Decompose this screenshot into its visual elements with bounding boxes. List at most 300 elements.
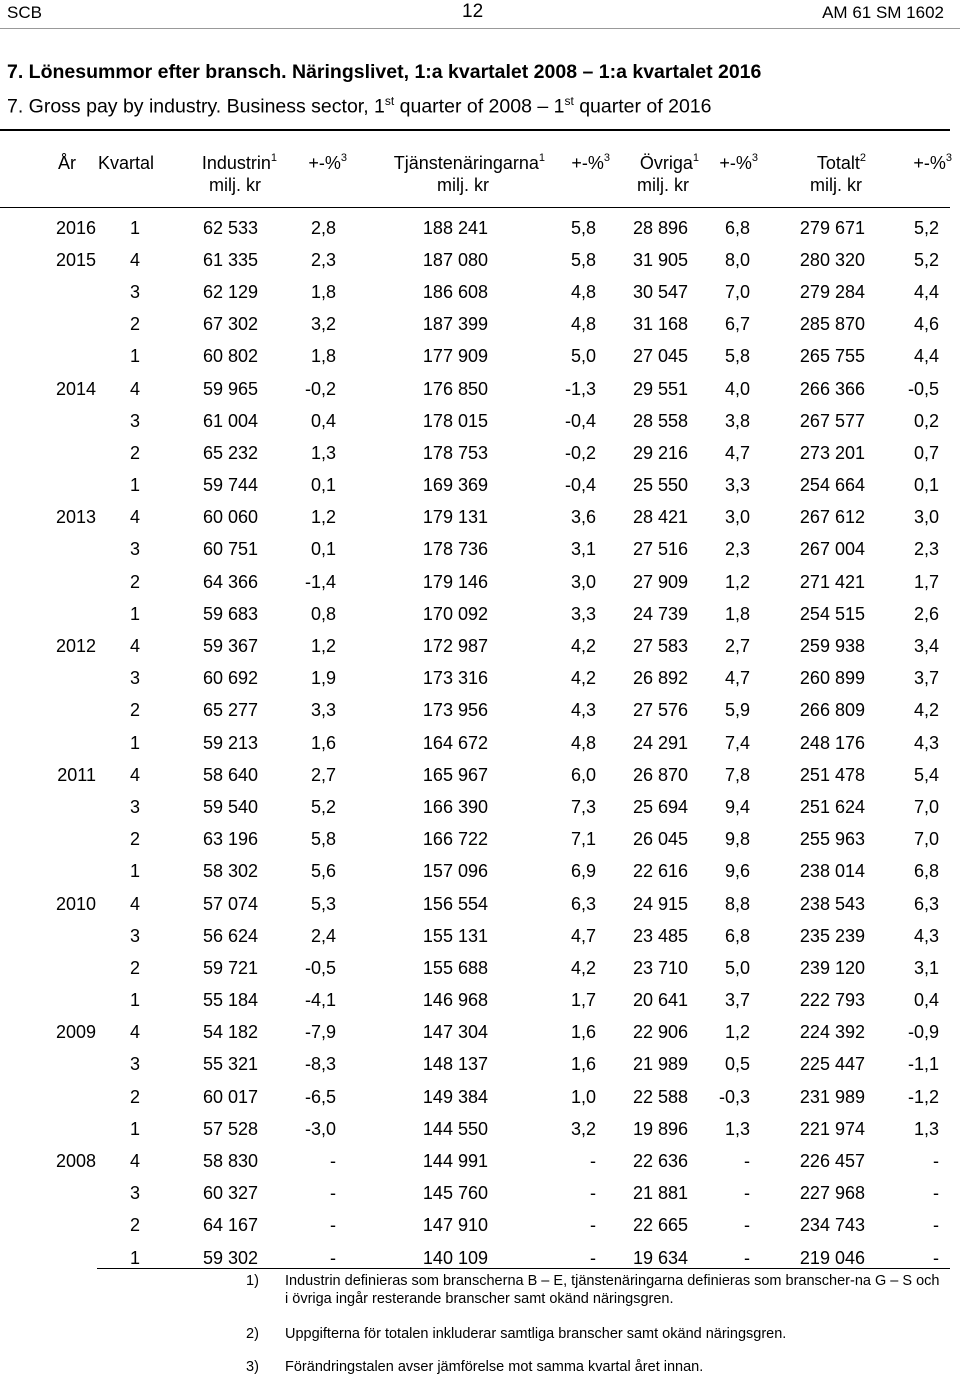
table-row bbox=[0, 244, 939, 276]
cell-other-pct: - bbox=[744, 1183, 750, 1204]
cell-year: 2015 bbox=[55, 249, 96, 270]
table-row bbox=[0, 1178, 939, 1210]
cell-year bbox=[0, 727, 96, 759]
title-rule bbox=[0, 129, 950, 131]
cell-quarter: 4 bbox=[129, 893, 140, 914]
cell-year bbox=[0, 566, 96, 598]
cell-other: 22 906 bbox=[632, 1022, 688, 1043]
cell-total: 285 870 bbox=[799, 314, 865, 335]
cell-total: 267 004 bbox=[799, 539, 865, 560]
footnote-number: 3) bbox=[246, 1359, 259, 1375]
cell-total-pct: -0,5 bbox=[907, 378, 939, 399]
cell-industry-pct: 1,3 bbox=[310, 442, 336, 463]
table-row bbox=[0, 1210, 939, 1242]
cell-other-pct: 5,8 bbox=[724, 346, 750, 367]
table-row bbox=[0, 856, 939, 888]
cell-quarter: 4 bbox=[129, 636, 140, 657]
footnote-number: 2) bbox=[246, 1326, 259, 1342]
cell-quarter: 2 bbox=[129, 314, 140, 335]
cell-services: 178 015 bbox=[422, 410, 488, 431]
cell-other-pct: 8,8 bbox=[724, 893, 750, 914]
cell-other: 27 909 bbox=[632, 571, 688, 592]
cell-quarter: 1 bbox=[129, 217, 140, 238]
cell-quarter: 4 bbox=[129, 378, 140, 399]
col-header-total: Totalt$^2$ milj. kr bbox=[810, 152, 866, 195]
cell-other-pct: 5,0 bbox=[724, 957, 750, 978]
col-header-services: Tjänstenäringarna$^1$ milj. kr bbox=[393, 152, 545, 195]
cell-other: 20 641 bbox=[632, 990, 688, 1011]
cell-services-pct: 7,1 bbox=[570, 829, 596, 850]
cell-year bbox=[0, 791, 96, 823]
cell-total-pct: 4,3 bbox=[913, 732, 939, 753]
cell-total: 265 755 bbox=[799, 346, 865, 367]
cell-other-pct: 4,0 bbox=[724, 378, 750, 399]
table-row bbox=[0, 695, 939, 727]
cell-services-pct: 6,9 bbox=[570, 861, 596, 882]
cell-quarter: 2 bbox=[129, 571, 140, 592]
cell-other: 24 915 bbox=[632, 893, 688, 914]
col-header-year: År bbox=[58, 153, 76, 173]
cell-other-pct: 6,8 bbox=[724, 217, 750, 238]
cell-services-pct: 5,8 bbox=[570, 249, 596, 270]
cell-total-pct: 3,7 bbox=[913, 668, 939, 689]
cell-total: 235 239 bbox=[799, 925, 865, 946]
cell-total-pct: -0,9 bbox=[907, 1022, 939, 1043]
cell-total: 251 478 bbox=[799, 764, 865, 785]
table-row bbox=[0, 212, 939, 244]
cell-services: 165 967 bbox=[422, 764, 488, 785]
cell-industry: 60 327 bbox=[202, 1183, 258, 1204]
cell-services: 179 131 bbox=[422, 507, 488, 528]
cell-services: 144 991 bbox=[422, 1151, 488, 1172]
cell-services-pct: 1,7 bbox=[570, 990, 596, 1011]
cell-other: 24 739 bbox=[632, 603, 688, 624]
table-body bbox=[0, 212, 939, 1274]
cell-total-pct: 5,2 bbox=[913, 249, 939, 270]
cell-total-pct: 6,3 bbox=[913, 893, 939, 914]
table-row bbox=[0, 824, 939, 856]
cell-other-pct: 4,7 bbox=[724, 442, 750, 463]
cell-other: 23 485 bbox=[632, 925, 688, 946]
cell-other: 29 216 bbox=[632, 442, 688, 463]
cell-year bbox=[0, 534, 96, 566]
cell-other: 27 045 bbox=[632, 346, 688, 367]
cell-other: 24 291 bbox=[632, 732, 688, 753]
cell-total: 224 392 bbox=[799, 1022, 865, 1043]
cell-industry-pct: 1,2 bbox=[310, 507, 336, 528]
cell-total: 259 938 bbox=[799, 636, 865, 657]
cell-quarter: 3 bbox=[129, 925, 140, 946]
cell-services-pct: 3,3 bbox=[570, 603, 596, 624]
cell-services: 155 688 bbox=[422, 957, 488, 978]
cell-services: 147 910 bbox=[422, 1215, 488, 1236]
gross-pay-table bbox=[0, 212, 939, 1274]
cell-industry-pct: 0,1 bbox=[310, 539, 336, 560]
cell-year bbox=[0, 920, 96, 952]
cell-other-pct: 7,8 bbox=[724, 764, 750, 785]
cell-services-pct: 5,8 bbox=[570, 217, 596, 238]
cell-total-pct: 3,1 bbox=[913, 957, 939, 978]
page-number: 12 bbox=[462, 1, 484, 22]
cell-total-pct: 4,3 bbox=[913, 925, 939, 946]
cell-industry: 59 302 bbox=[202, 1247, 258, 1268]
cell-services-pct: 7,3 bbox=[570, 796, 596, 817]
cell-year bbox=[0, 695, 96, 727]
cell-industry: 59 367 bbox=[202, 636, 258, 657]
cell-total-pct: 6,8 bbox=[913, 861, 939, 882]
col-header-services-pct: +-%$^3$ bbox=[571, 152, 610, 173]
cell-total: 248 176 bbox=[799, 732, 865, 753]
cell-year bbox=[0, 309, 96, 341]
cell-industry-pct: 1,9 bbox=[310, 668, 336, 689]
cell-total: 238 014 bbox=[799, 861, 865, 882]
cell-services-pct: 4,8 bbox=[570, 732, 596, 753]
cell-quarter: 3 bbox=[129, 1054, 140, 1075]
cell-total-pct: - bbox=[933, 1215, 939, 1236]
cell-industry-pct: 2,3 bbox=[310, 249, 336, 270]
cell-industry: 63 196 bbox=[202, 829, 258, 850]
cell-services: 155 131 bbox=[422, 925, 488, 946]
cell-industry-pct: 5,2 bbox=[310, 796, 336, 817]
cell-services-pct: -1,3 bbox=[564, 378, 596, 399]
cell-other-pct: 1,2 bbox=[724, 571, 750, 592]
cell-industry-pct: -4,1 bbox=[304, 990, 336, 1011]
cell-total: 260 899 bbox=[799, 668, 865, 689]
cell-total: 266 809 bbox=[799, 700, 865, 721]
cell-total: 221 974 bbox=[799, 1118, 865, 1139]
cell-quarter: 2 bbox=[129, 957, 140, 978]
cell-total-pct: 7,0 bbox=[913, 796, 939, 817]
footnote-text: Förändringstalen avser jämförelse mot samma kvartal året innan. bbox=[285, 1359, 704, 1375]
footnote-number: 1) bbox=[246, 1273, 259, 1289]
cell-total: 234 743 bbox=[799, 1215, 865, 1236]
cell-industry: 58 640 bbox=[202, 764, 258, 785]
cell-total-pct: 0,2 bbox=[913, 410, 939, 431]
cell-industry-pct: 0,4 bbox=[310, 410, 336, 431]
cell-total: 251 624 bbox=[799, 796, 865, 817]
cell-industry-pct: - bbox=[330, 1151, 336, 1172]
cell-other: 28 558 bbox=[632, 410, 688, 431]
table-row bbox=[0, 952, 939, 984]
cell-other-pct: 7,0 bbox=[724, 281, 750, 302]
cell-quarter: 1 bbox=[129, 732, 140, 753]
cell-services: 144 550 bbox=[422, 1118, 488, 1139]
cell-industry-pct: - bbox=[330, 1183, 336, 1204]
cell-total: 267 577 bbox=[799, 410, 865, 431]
cell-year bbox=[0, 824, 96, 856]
cell-total-pct: -1,2 bbox=[907, 1086, 939, 1107]
cell-total-pct: -1,1 bbox=[907, 1054, 939, 1075]
table-row bbox=[0, 502, 939, 534]
cell-services: 173 956 bbox=[422, 700, 488, 721]
table-title-swedish: 7. Lönesummor efter bransch. Näringslivet, 1:a kvartalet 2008 – 1:a kvartalet 2016 bbox=[7, 61, 762, 83]
cell-total: 239 120 bbox=[799, 957, 865, 978]
header-rule bbox=[0, 207, 950, 208]
cell-quarter: 2 bbox=[129, 829, 140, 850]
cell-total: 227 968 bbox=[799, 1183, 865, 1204]
cell-total-pct: - bbox=[933, 1183, 939, 1204]
cell-industry-pct: 2,4 bbox=[310, 925, 336, 946]
cell-industry-pct: -6,5 bbox=[304, 1086, 336, 1107]
col-header-industry-pct: +-%$^3$ bbox=[308, 152, 347, 173]
cell-year: 2012 bbox=[55, 636, 96, 657]
table-row bbox=[0, 309, 939, 341]
cell-total-pct: 0,1 bbox=[913, 475, 939, 496]
footnote-2 bbox=[0, 1325, 960, 1345]
footnote-1 bbox=[0, 1272, 960, 1312]
cell-quarter: 4 bbox=[129, 1151, 140, 1172]
cell-services-pct: 1,0 bbox=[570, 1086, 596, 1107]
cell-other: 29 551 bbox=[632, 378, 688, 399]
cell-industry: 60 802 bbox=[202, 346, 258, 367]
cell-year: 2014 bbox=[55, 378, 96, 399]
cell-services-pct: 4,8 bbox=[570, 281, 596, 302]
col-header-total-pct: +-%$^3$ bbox=[913, 152, 952, 173]
table-row bbox=[0, 598, 939, 630]
cell-other: 25 694 bbox=[632, 796, 688, 817]
table-row bbox=[0, 1242, 939, 1274]
cell-services: 173 316 bbox=[422, 668, 488, 689]
cell-services-pct: 4,3 bbox=[570, 700, 596, 721]
cell-total: 273 201 bbox=[799, 442, 865, 463]
cell-quarter: 4 bbox=[129, 249, 140, 270]
cell-services: 187 080 bbox=[422, 249, 488, 270]
cell-services-pct: 4,8 bbox=[570, 314, 596, 335]
cell-year bbox=[0, 341, 96, 373]
cell-quarter: 1 bbox=[129, 1118, 140, 1139]
cell-other: 19 634 bbox=[632, 1247, 688, 1268]
cell-quarter: 3 bbox=[129, 1183, 140, 1204]
cell-services: 148 137 bbox=[422, 1054, 488, 1075]
cell-services: 170 092 bbox=[422, 603, 488, 624]
table-row bbox=[0, 1145, 939, 1177]
cell-total-pct: 5,4 bbox=[913, 764, 939, 785]
cell-other-pct: 5,9 bbox=[724, 700, 750, 721]
cell-total: 231 989 bbox=[799, 1086, 865, 1107]
table-row bbox=[0, 630, 939, 662]
cell-services: 147 304 bbox=[422, 1022, 488, 1043]
cell-industry-pct: -0,5 bbox=[304, 957, 336, 978]
table-row bbox=[0, 470, 939, 502]
cell-other-pct: 9,8 bbox=[724, 829, 750, 850]
cell-total: 279 671 bbox=[799, 217, 865, 238]
cell-industry-pct: -8,3 bbox=[304, 1054, 336, 1075]
cell-services: 149 384 bbox=[422, 1086, 488, 1107]
col-header-industry: Industrin$^1$ milj. kr bbox=[201, 152, 277, 195]
cell-services: 172 987 bbox=[422, 636, 488, 657]
table-row bbox=[0, 727, 939, 759]
cell-industry-pct: 0,1 bbox=[310, 475, 336, 496]
cell-services-pct: - bbox=[590, 1215, 596, 1236]
cell-other-pct: 3,3 bbox=[724, 475, 750, 496]
cell-total-pct: 3,4 bbox=[913, 636, 939, 657]
cell-quarter: 1 bbox=[129, 1247, 140, 1268]
cell-industry: 55 184 bbox=[202, 990, 258, 1011]
cell-year bbox=[0, 1178, 96, 1210]
cell-quarter: 3 bbox=[129, 281, 140, 302]
cell-total-pct: 4,4 bbox=[913, 281, 939, 302]
table-title-english: 7. Gross pay by industry. Business sector, 1st quarter of 2008 – 1st quarter of 2016 bbox=[7, 94, 712, 118]
cell-industry-pct: 1,2 bbox=[310, 636, 336, 657]
cell-services: 146 968 bbox=[422, 990, 488, 1011]
cell-industry-pct: - bbox=[330, 1247, 336, 1268]
cell-total-pct: 4,4 bbox=[913, 346, 939, 367]
cell-services-pct: 4,2 bbox=[570, 957, 596, 978]
cell-industry-pct: -7,9 bbox=[304, 1022, 336, 1043]
cell-services: 164 672 bbox=[422, 732, 488, 753]
cell-industry-pct: - bbox=[330, 1215, 336, 1236]
cell-other: 22 588 bbox=[632, 1086, 688, 1107]
cell-services-pct: - bbox=[590, 1151, 596, 1172]
page-header bbox=[0, 0, 960, 26]
cell-total-pct: 5,2 bbox=[913, 217, 939, 238]
cell-total-pct: 4,2 bbox=[913, 700, 939, 721]
cell-year bbox=[0, 405, 96, 437]
col-header-other: Övriga$^1$ milj. kr bbox=[637, 152, 699, 195]
report-code: AM 61 SM 1602 bbox=[822, 3, 944, 22]
cell-industry: 59 744 bbox=[202, 475, 258, 496]
cell-industry: 67 302 bbox=[202, 314, 258, 335]
cell-other-pct: - bbox=[744, 1151, 750, 1172]
cell-industry-pct: 3,3 bbox=[310, 700, 336, 721]
cell-services: 178 753 bbox=[422, 442, 488, 463]
cell-total: 255 963 bbox=[799, 829, 865, 850]
cell-total-pct: - bbox=[933, 1247, 939, 1268]
cell-other-pct: 7,4 bbox=[724, 732, 750, 753]
cell-services-pct: 3,0 bbox=[570, 571, 596, 592]
cell-year bbox=[0, 1210, 96, 1242]
cell-year: 2008 bbox=[55, 1151, 96, 1172]
cell-industry: 59 721 bbox=[202, 957, 258, 978]
cell-industry: 57 528 bbox=[202, 1118, 258, 1139]
cell-year: 2009 bbox=[55, 1022, 96, 1043]
cell-other: 28 421 bbox=[632, 507, 688, 528]
cell-other: 31 905 bbox=[632, 249, 688, 270]
cell-year bbox=[0, 598, 96, 630]
cell-other-pct: 4,7 bbox=[724, 668, 750, 689]
publisher-label: SCB bbox=[7, 3, 42, 22]
table-row bbox=[0, 1017, 939, 1049]
cell-other: 22 616 bbox=[632, 861, 688, 882]
cell-year bbox=[0, 663, 96, 695]
table-row bbox=[0, 437, 939, 469]
footnote-text: Uppgifterna för totalen inkluderar samtliga branscher samt okänd näringsgren. bbox=[285, 1326, 787, 1342]
cell-total: 271 421 bbox=[799, 571, 865, 592]
cell-services: 188 241 bbox=[422, 217, 488, 238]
cell-other: 31 168 bbox=[632, 314, 688, 335]
cell-year: 2010 bbox=[55, 893, 96, 914]
cell-quarter: 1 bbox=[129, 861, 140, 882]
table-row bbox=[0, 1113, 939, 1145]
cell-services-pct: - bbox=[590, 1247, 596, 1268]
cell-other: 27 576 bbox=[632, 700, 688, 721]
cell-total-pct: 7,0 bbox=[913, 829, 939, 850]
cell-quarter: 3 bbox=[129, 668, 140, 689]
cell-services-pct: 4,7 bbox=[570, 925, 596, 946]
cell-year bbox=[0, 276, 96, 308]
cell-other-pct: 1,2 bbox=[724, 1022, 750, 1043]
cell-total: 279 284 bbox=[799, 281, 865, 302]
cell-services: 176 850 bbox=[422, 378, 488, 399]
table-row bbox=[0, 373, 939, 405]
cell-services: 157 096 bbox=[422, 861, 488, 882]
cell-services-pct: 6,0 bbox=[570, 764, 596, 785]
cell-year bbox=[0, 985, 96, 1017]
cell-industry-pct: 2,8 bbox=[310, 217, 336, 238]
cell-quarter: 1 bbox=[129, 475, 140, 496]
cell-total: 219 046 bbox=[799, 1247, 865, 1268]
cell-other-pct: 9,4 bbox=[724, 796, 750, 817]
cell-industry: 61 004 bbox=[202, 410, 258, 431]
cell-other-pct: 8,0 bbox=[724, 249, 750, 270]
cell-other-pct: 2,3 bbox=[724, 539, 750, 560]
table-row bbox=[0, 1081, 939, 1113]
cell-total: 222 793 bbox=[799, 990, 865, 1011]
cell-other: 26 045 bbox=[632, 829, 688, 850]
cell-quarter: 2 bbox=[129, 442, 140, 463]
cell-industry-pct: -1,4 bbox=[304, 571, 336, 592]
cell-quarter: 1 bbox=[129, 603, 140, 624]
cell-other: 28 896 bbox=[632, 217, 688, 238]
cell-other-pct: 3,8 bbox=[724, 410, 750, 431]
cell-industry-pct: 3,2 bbox=[310, 314, 336, 335]
cell-services-pct: 3,6 bbox=[570, 507, 596, 528]
cell-services-pct: 4,2 bbox=[570, 636, 596, 657]
table-row bbox=[0, 888, 939, 920]
cell-services: 166 390 bbox=[422, 796, 488, 817]
cell-industry: 64 366 bbox=[202, 571, 258, 592]
cell-other-pct: -0,3 bbox=[718, 1086, 750, 1107]
cell-quarter: 3 bbox=[129, 539, 140, 560]
cell-other-pct: 0,5 bbox=[724, 1054, 750, 1075]
cell-services-pct: 1,6 bbox=[570, 1054, 596, 1075]
table-row bbox=[0, 920, 939, 952]
cell-industry: 65 277 bbox=[202, 700, 258, 721]
cell-services: 169 369 bbox=[422, 475, 488, 496]
cell-total-pct: 2,3 bbox=[913, 539, 939, 560]
cell-industry-pct: -3,0 bbox=[304, 1118, 336, 1139]
cell-industry-pct: 5,8 bbox=[310, 829, 336, 850]
cell-services-pct: 1,6 bbox=[570, 1022, 596, 1043]
cell-quarter: 2 bbox=[129, 700, 140, 721]
cell-services-pct: 4,2 bbox=[570, 668, 596, 689]
cell-industry-pct: 1,8 bbox=[310, 346, 336, 367]
cell-year bbox=[0, 1113, 96, 1145]
table-bottom-rule bbox=[97, 1268, 950, 1269]
cell-total-pct: 1,7 bbox=[913, 571, 939, 592]
cell-other: 22 665 bbox=[632, 1215, 688, 1236]
cell-industry: 56 624 bbox=[202, 925, 258, 946]
cell-year bbox=[0, 437, 96, 469]
cell-quarter: 1 bbox=[129, 346, 140, 367]
cell-year bbox=[0, 1049, 96, 1081]
cell-total-pct: - bbox=[933, 1151, 939, 1172]
table-row bbox=[0, 759, 939, 791]
cell-industry: 62 129 bbox=[202, 281, 258, 302]
cell-other: 21 881 bbox=[632, 1183, 688, 1204]
col-header-quarter: Kvartal bbox=[98, 153, 155, 173]
cell-year bbox=[0, 470, 96, 502]
footnote-text: Industrin definieras som branscherna B – E, tjänstenäringarna definieras som branscher-na G – S och i övriga ingår resterande branscher samt okänd näringsgren. bbox=[285, 1273, 940, 1307]
cell-services: 187 399 bbox=[422, 314, 488, 335]
cell-industry-pct: 2,7 bbox=[310, 764, 336, 785]
cell-quarter: 2 bbox=[129, 1086, 140, 1107]
cell-quarter: 2 bbox=[129, 1215, 140, 1236]
cell-industry: 60 060 bbox=[202, 507, 258, 528]
table-row bbox=[0, 405, 939, 437]
cell-industry: 58 302 bbox=[202, 861, 258, 882]
cell-services: 140 109 bbox=[422, 1247, 488, 1268]
